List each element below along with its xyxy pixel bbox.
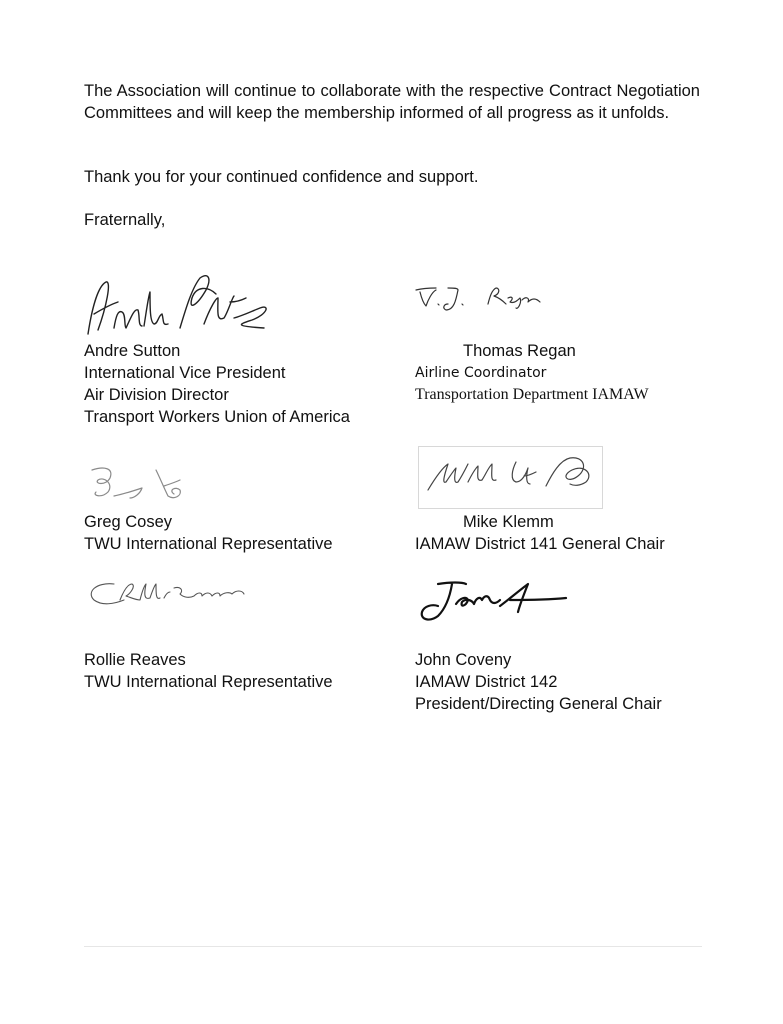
signature-andre-sutton	[84, 268, 274, 342]
closing-salutation: Fraternally,	[84, 211, 166, 229]
signatory-block-klemm	[415, 511, 665, 555]
signature-rollie-reaves	[84, 570, 254, 618]
signatory-name: John Coveny	[415, 651, 512, 669]
signatory-block-reaves	[84, 649, 333, 693]
footer-divider	[84, 946, 702, 947]
signatory-title: IAMAW District 141 General Chair	[415, 535, 665, 553]
signatory-title: TWU International Representative	[84, 535, 333, 553]
signatory-block-regan	[415, 340, 649, 406]
signatory-organization: Transportation Department IAMAW	[415, 386, 649, 403]
signatory-name: Thomas Regan	[463, 342, 576, 360]
signatory-title: Airline Coordinator	[415, 365, 547, 381]
signatory-organization: Transport Workers Union of America	[84, 408, 350, 426]
signatory-block-sutton	[84, 340, 350, 428]
signatory-title: Air Division Director	[84, 386, 229, 404]
signature-john-coveny	[416, 578, 576, 624]
signatory-name: Andre Sutton	[84, 342, 181, 360]
signatory-block-cosey	[84, 511, 333, 555]
thank-you-line: Thank you for your continued confidence and support.	[84, 168, 479, 186]
signature-thomas-regan	[414, 282, 544, 316]
signatory-title: International Vice President	[84, 364, 286, 382]
signatory-name: Rollie Reaves	[84, 651, 186, 669]
signatory-title: President/Directing General Chair	[415, 695, 662, 713]
signatory-organization: IAMAW District 142	[415, 673, 558, 691]
closing-paragraph: The Association will continue to collaborate with the respective Contract Negotiation Committees and will keep the membership informed of all progress as it unfolds.	[84, 82, 700, 122]
signatory-name: Greg Cosey	[84, 513, 173, 531]
signatory-title: TWU International Representative	[84, 673, 333, 691]
signatory-block-coveny	[415, 649, 662, 715]
signature-greg-cosey	[84, 460, 214, 510]
signature-mike-klemm	[418, 446, 604, 510]
signatory-name: Mike Klemm	[463, 513, 554, 531]
